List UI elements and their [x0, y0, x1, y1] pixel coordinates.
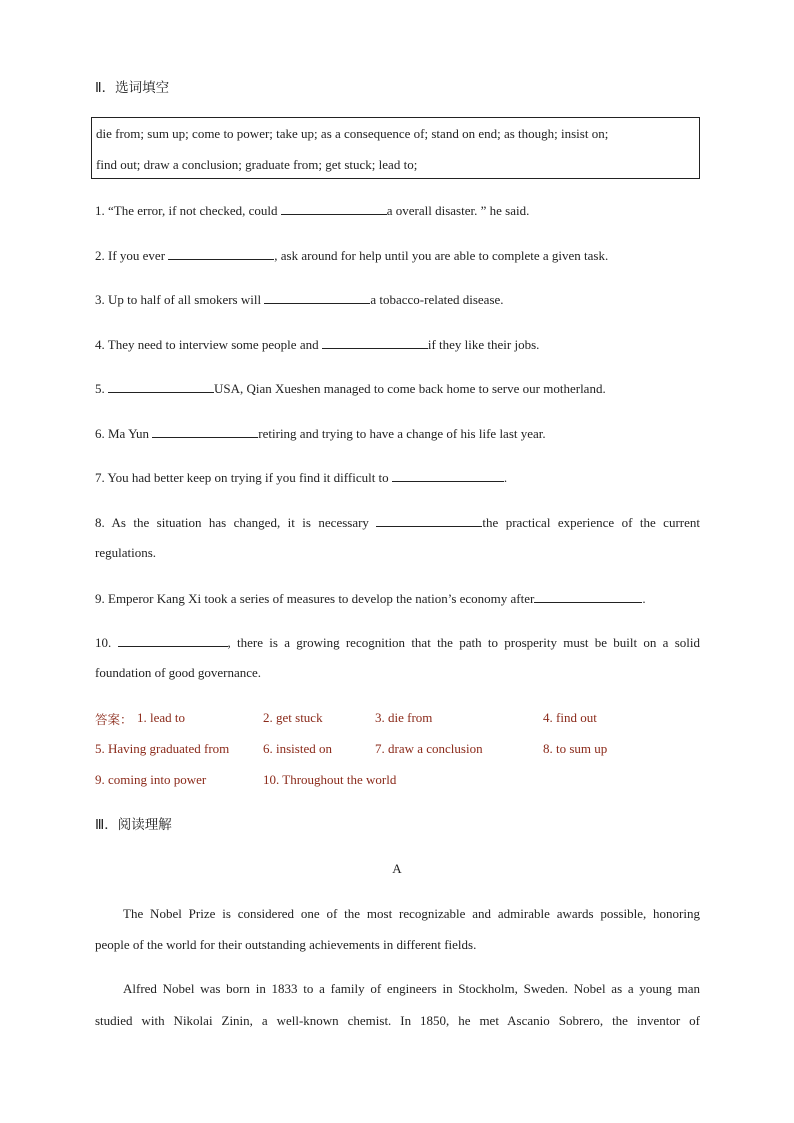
question-5-text: 5. [95, 381, 108, 396]
question-6 [95, 425, 546, 442]
question-5 [95, 380, 606, 397]
answer-item: 6. insisted on [263, 741, 332, 756]
answer-item: 1. lead to [137, 710, 186, 725]
question-10-continuation: foundation of good governance. [95, 665, 262, 680]
answer-item: 5. Having graduated from [95, 741, 230, 756]
question-10-text-end: , there is a growing recognition that the path to prosperity must be built on a solid [227, 635, 700, 650]
question-10-text: 10. [95, 635, 118, 650]
word-box [91, 117, 700, 179]
question-2-text-end: , ask around for help until you are able to complete a given task. [274, 248, 609, 263]
answer-item: 4. find out [543, 710, 597, 725]
question-8-text: 8. As the situation has changed, it is necessary [95, 515, 377, 530]
word-box-line-1: die from; sum up; come to power; take up; as a consequence of; stand on end; as though; insist on; [96, 126, 609, 141]
question-3 [95, 291, 504, 308]
question-8-continuation: regulations. [95, 545, 157, 560]
question-8-text-end: the practical experience of the current [482, 515, 700, 530]
question-10-blank[interactable] [118, 634, 228, 647]
question-3-text: 3. Up to half of all smokers will [95, 292, 265, 307]
question-7-text-end: . [503, 470, 508, 485]
passage-paragraph-2-line-1: Alfred Nobel was born in 1833 to a family of engineers in Stockholm, Sweden. Nobel as a young man [123, 981, 700, 996]
section-2-title: Ⅱ．选词填空 [95, 80, 170, 96]
question-1-text-end: a overall disaster. ” he said. [386, 203, 530, 218]
question-6-blank[interactable] [152, 425, 258, 438]
question-3-text-end: a tobacco-related disease. [370, 292, 504, 307]
question-9 [95, 590, 646, 607]
question-5-text-end: USA, Qian Xueshen managed to come back home to serve our motherland. [214, 381, 606, 396]
word-box-line-2: find out; draw a conclusion; graduate from; get stuck; lead to; [96, 157, 418, 172]
answer-item: 10. Throughout the world [263, 772, 397, 787]
question-6-text-end: retiring and trying to have a change of his life last year. [258, 426, 546, 441]
passage-paragraph-1-line-2: people of the world for their outstanding achievements in different fields. [95, 937, 477, 952]
question-4 [95, 336, 539, 353]
section-3-title: Ⅲ．阅读理解 [95, 817, 172, 833]
question-2 [95, 247, 608, 264]
question-8 [95, 514, 700, 531]
question-4-text: 4. They need to interview some people and [95, 337, 322, 352]
answer-item: 3. die from [375, 710, 433, 725]
question-7-blank[interactable] [392, 469, 504, 482]
question-4-text-end: if they like their jobs. [427, 337, 540, 352]
question-10 [95, 634, 700, 651]
question-1-text: 1. “The error, if not checked, could [95, 203, 281, 218]
question-9-blank[interactable] [534, 590, 642, 603]
answer-item: 9. coming into power [95, 772, 207, 787]
question-4-blank[interactable] [322, 336, 428, 349]
question-7 [95, 469, 507, 486]
question-3-blank[interactable] [264, 291, 370, 304]
question-7-text: 7. You had better keep on trying if you find it difficult to [95, 470, 392, 485]
question-1 [95, 202, 529, 219]
question-6-text: 6. Ma Yun [95, 426, 153, 441]
answers-label: 答案： [95, 712, 133, 727]
question-5-blank[interactable] [108, 380, 214, 393]
passage-paragraph-2-line-2: studied with Nikolai Zinin, a well-known chemist. In 1850, he met Ascanio Sobrero, the inventor of [95, 1013, 700, 1028]
question-9-text: 9. Emperor Kang Xi took a series of measures to develop the nation’s economy after [95, 591, 535, 606]
answer-item: 7. draw a conclusion [375, 741, 483, 756]
passage-letter: A [392, 861, 402, 876]
question-2-text: 2. If you ever [95, 248, 169, 263]
answer-item: 8. to sum up [543, 741, 608, 756]
answer-item: 2. get stuck [263, 710, 323, 725]
passage-paragraph-1-line-1: The Nobel Prize is considered one of the most recognizable and admirable awards possible, honoring [123, 906, 700, 921]
question-1-blank[interactable] [281, 202, 387, 215]
question-9-text-end: . [642, 591, 646, 606]
question-2-blank[interactable] [168, 247, 274, 260]
question-8-blank[interactable] [376, 514, 482, 527]
